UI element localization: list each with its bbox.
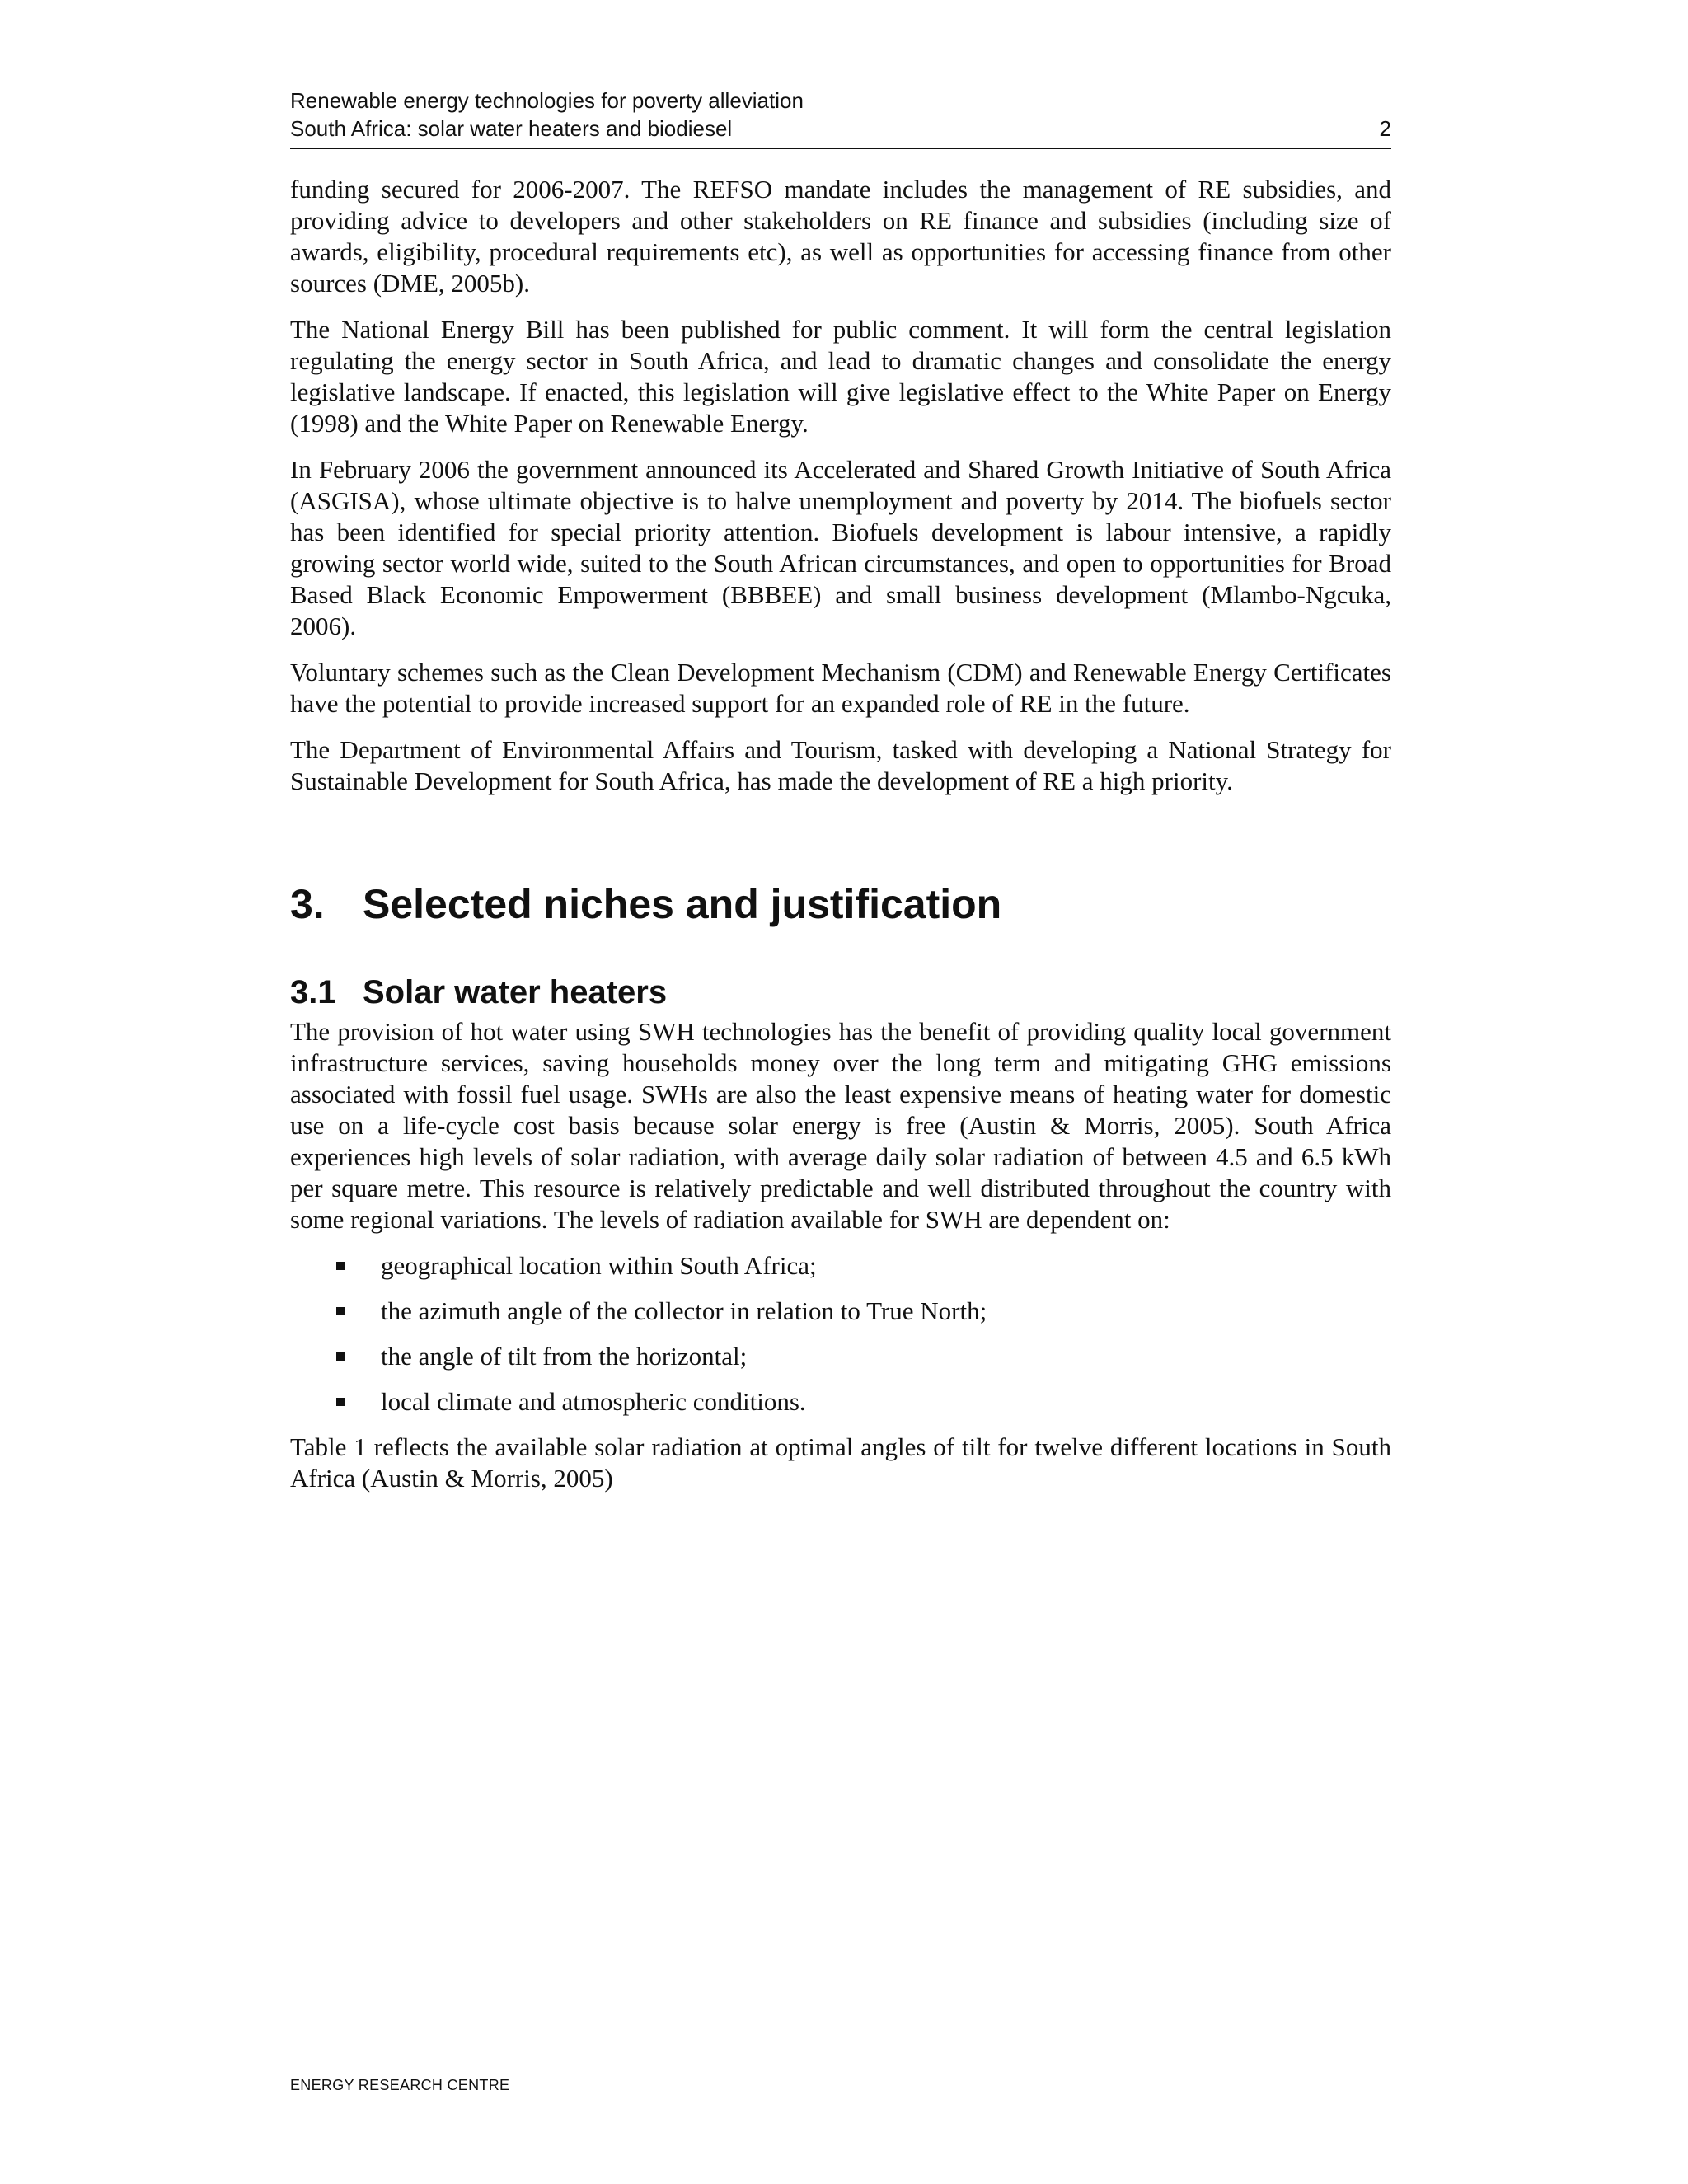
header-line-2 [290, 115, 1391, 143]
page-number: 2 [1379, 116, 1391, 141]
section-number: 3. [290, 881, 325, 927]
paragraph-asgisa: In February 2006 the government announced its Accelerated and Shared Growth Initiative of South Africa (ASGISA), whose ultimate objective is to halve unemployment and poverty by 2014. The biofuels sector has been identified for special priority attention. Biofuels development is labour intensive, a rapidly growing sector world wide, suited to the South African circumstances, and open to opportunities for Broad Based Black Economic Empowerment (BBBEE) and small business development (Mlambo-Ngcuka, 2006). [290, 455, 1391, 640]
list-item [290, 1250, 1391, 1282]
subsection-heading [290, 972, 1391, 1013]
paragraph-energy-bill: The National Energy Bill has been published for public comment. It will form the central legislation regulating the energy sector in South Africa, and lead to dramatic changes and consolidate the energy legislative landscape. If enacted, this legislation will give legislative effect to the White Paper on Energy (1998) and the White Paper on Renewable Energy. [290, 315, 1391, 438]
square-bullet-icon [336, 1352, 345, 1361]
subsection-title: Solar water heaters [363, 974, 668, 1010]
list-item [290, 1386, 1391, 1418]
page-footer: ENERGY RESEARCH CENTRE [290, 2077, 510, 2093]
paragraph-deat: The Department of Environmental Affairs and Tourism, tasked with developing a National Strategy for Sustainable Development for South Africa, has made the development of RE a high priority. [290, 735, 1391, 795]
square-bullet-icon [336, 1398, 345, 1406]
paragraph-table-reference: Table 1 reflects the available solar radiation at optimal angles of tilt for twelve different locations in South Africa (Austin & Morris, 2005) [290, 1432, 1391, 1493]
header-report-title: Renewable energy technologies for poverty alleviation [290, 88, 804, 113]
square-bullet-icon [336, 1262, 345, 1270]
radiation-factors-list [290, 1250, 1391, 1418]
subsection-number: 3.1 [290, 974, 336, 1010]
document-page [290, 87, 1391, 1494]
header-report-subtitle: South Africa: solar water heaters and biodiesel [290, 116, 733, 141]
list-item-text: the azimuth angle of the collector in relation to True North; [381, 1296, 987, 1325]
header-line-1 [290, 87, 1391, 115]
paragraph-voluntary-schemes: Voluntary schemes such as the Clean Development Mechanism (CDM) and Renewable Energy Certificates have the potential to provide increased support for an expanded role of RE in the future. [290, 658, 1391, 718]
list-item-text: local climate and atmospheric conditions. [381, 1387, 806, 1416]
square-bullet-icon [336, 1307, 345, 1315]
list-item-text: geographical location within South Africa; [381, 1251, 817, 1280]
section-title: Selected niches and justification [363, 881, 1002, 927]
list-item [290, 1341, 1391, 1372]
list-item [290, 1296, 1391, 1327]
section-heading [290, 879, 1391, 929]
running-header [290, 87, 1391, 149]
paragraph-swh-intro: The provision of hot water using SWH technologies has the benefit of providing quality local government infrastructure services, saving households money over the long term and mitigating GHG emissions associated with fossil fuel usage. SWHs are also the least expensive means of heating water for domestic use on a life-cycle cost basis because solar energy is free (Austin & Morris, 2005). South Africa experiences high levels of solar radiation, with average daily solar radiation of between 4.5 and 6.5 kWh per square metre. This resource is relatively predictable and well distributed throughout the country with some regional variations. The levels of radiation available for SWH are dependent on: [290, 1017, 1391, 1234]
list-item-text: the angle of tilt from the horizontal; [381, 1342, 748, 1371]
paragraph-refso: funding secured for 2006-2007. The REFSO mandate includes the management of RE subsidies, and providing advice to developers and other stakeholders on RE finance and subsidies (including size of awards, eligibility, procedural requirements etc), as well as opportunities for accessing finance from other sources (DME, 2005b). [290, 175, 1391, 298]
